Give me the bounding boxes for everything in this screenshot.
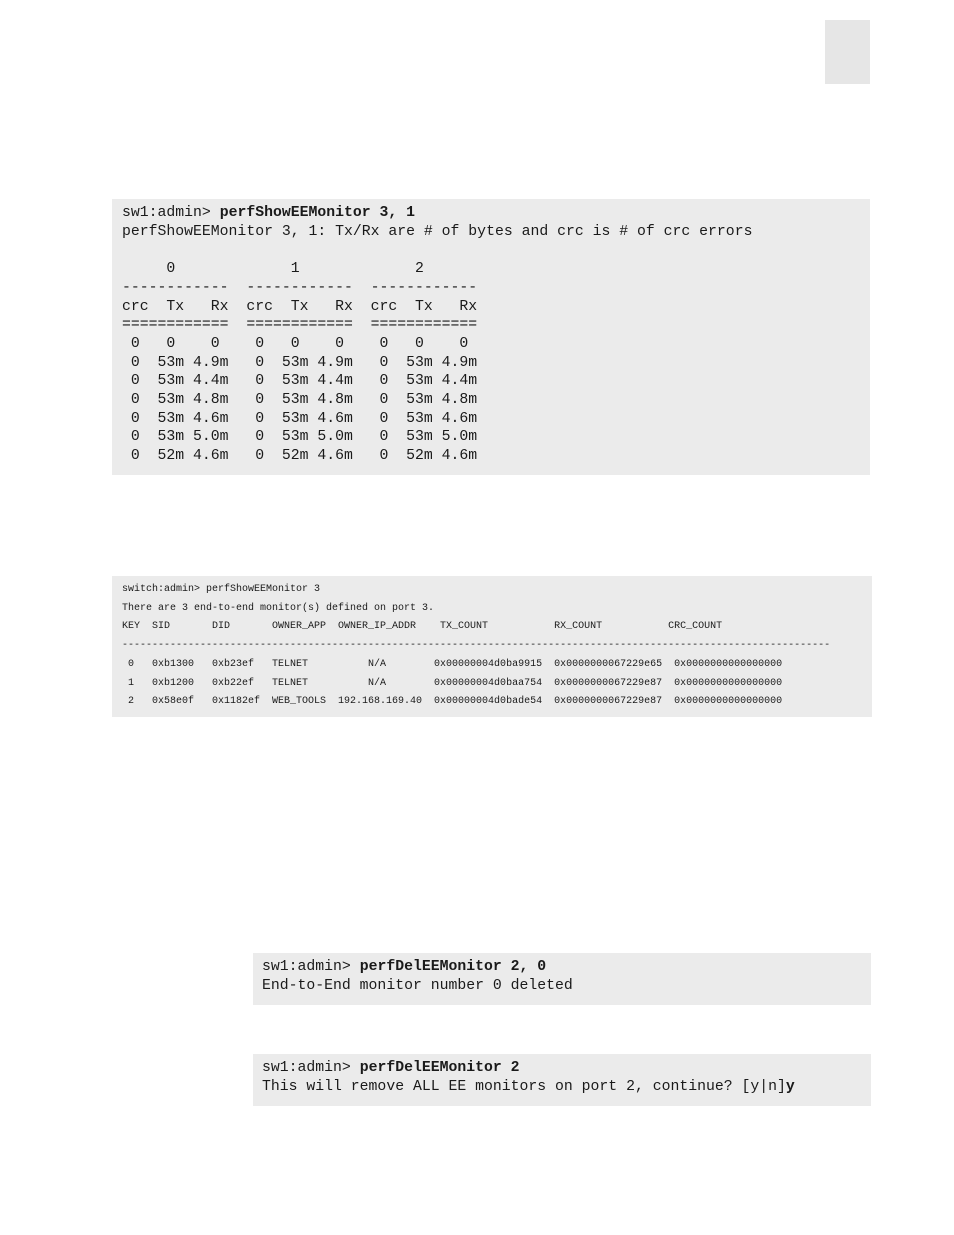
command: perfDelEEMonitor 2, 0 xyxy=(359,959,547,975)
stats-table: 0 1 2 ------------ ------------ ------------ crc Tx Rx crc Tx Rx crc Tx Rx ============ ============ ============ 0 0 0 0 0 0 0 0 0 0 53m 4.9m 0 53m 4.9m 0 53m 4.9m 0 53m 4.4m 0 53m 4.4m 0 53m 4.4m 0 53m 4.8m 0 53m 4.8m 0 53m 4.8m 0 53m 4.6m 0 53m 4.6m 0 53m 4.6m 0 53m 5.0m 0 53m 5.0m 0 53m 5.0m 0 52m 4.6m 0 52m 4.6m 0 52m 4.6m xyxy=(122,261,478,465)
prompt: sw1:admin> xyxy=(122,205,220,221)
command: perfDelEEMonitor 2 xyxy=(359,1060,520,1076)
code-text xyxy=(122,204,870,466)
command: perfShowEEMonitor 3, 1 xyxy=(219,205,416,221)
prompt: sw1:admin> xyxy=(262,1060,360,1076)
answer: y xyxy=(785,1078,795,1095)
table-row: 2 0x58e0f 0x1182ef WEB_TOOLS 192.168.169.40 0x00000004d0bade54 0x0000000067229e87 0x0000000000000000 xyxy=(122,696,783,708)
code-example-delete-monitor-2-0 xyxy=(253,953,871,1005)
code-text xyxy=(262,1059,871,1096)
table-header: KEY SID DID OWNER_APP OWNER_IP_ADDR TX_COUNT RX_COUNT CRC_COUNT xyxy=(122,621,723,633)
code-text xyxy=(262,958,871,995)
table-row: 1 0xb1200 0xb22ef TELNET N/A 0x00000004d0baa754 0x0000000067229e87 0x0000000000000000 xyxy=(122,677,783,689)
output-line: This will remove ALL EE monitors on port 2, continue? [y|n] xyxy=(262,1078,786,1095)
output-line: End-to-End monitor number 0 deleted xyxy=(262,977,573,994)
chapter-tab-marker xyxy=(825,20,870,84)
description-line: perfShowEEMonitor 3, 1: Tx/Rx are # of bytes and crc is # of crc errors xyxy=(122,223,753,240)
code-example-show-monitor-port-3 xyxy=(112,576,872,717)
prompt: sw1:admin> xyxy=(262,959,360,975)
code-text xyxy=(122,581,872,712)
table-separator: ---------------------------------------------------------------------------------------------------------------------- xyxy=(122,640,831,652)
table-row: 0 0xb1300 0xb23ef TELNET N/A 0x00000004d0ba9915 0x0000000067229e65 0x0000000000000000 xyxy=(122,658,783,670)
command-line: switch:admin> perfShowEEMonitor 3 xyxy=(122,584,321,595)
code-example-show-monitor-port-3-1 xyxy=(112,199,870,475)
code-example-delete-all-monitors-port-2 xyxy=(253,1054,871,1106)
summary-line: There are 3 end-to-end monitor(s) defined on port 3. xyxy=(122,602,435,614)
